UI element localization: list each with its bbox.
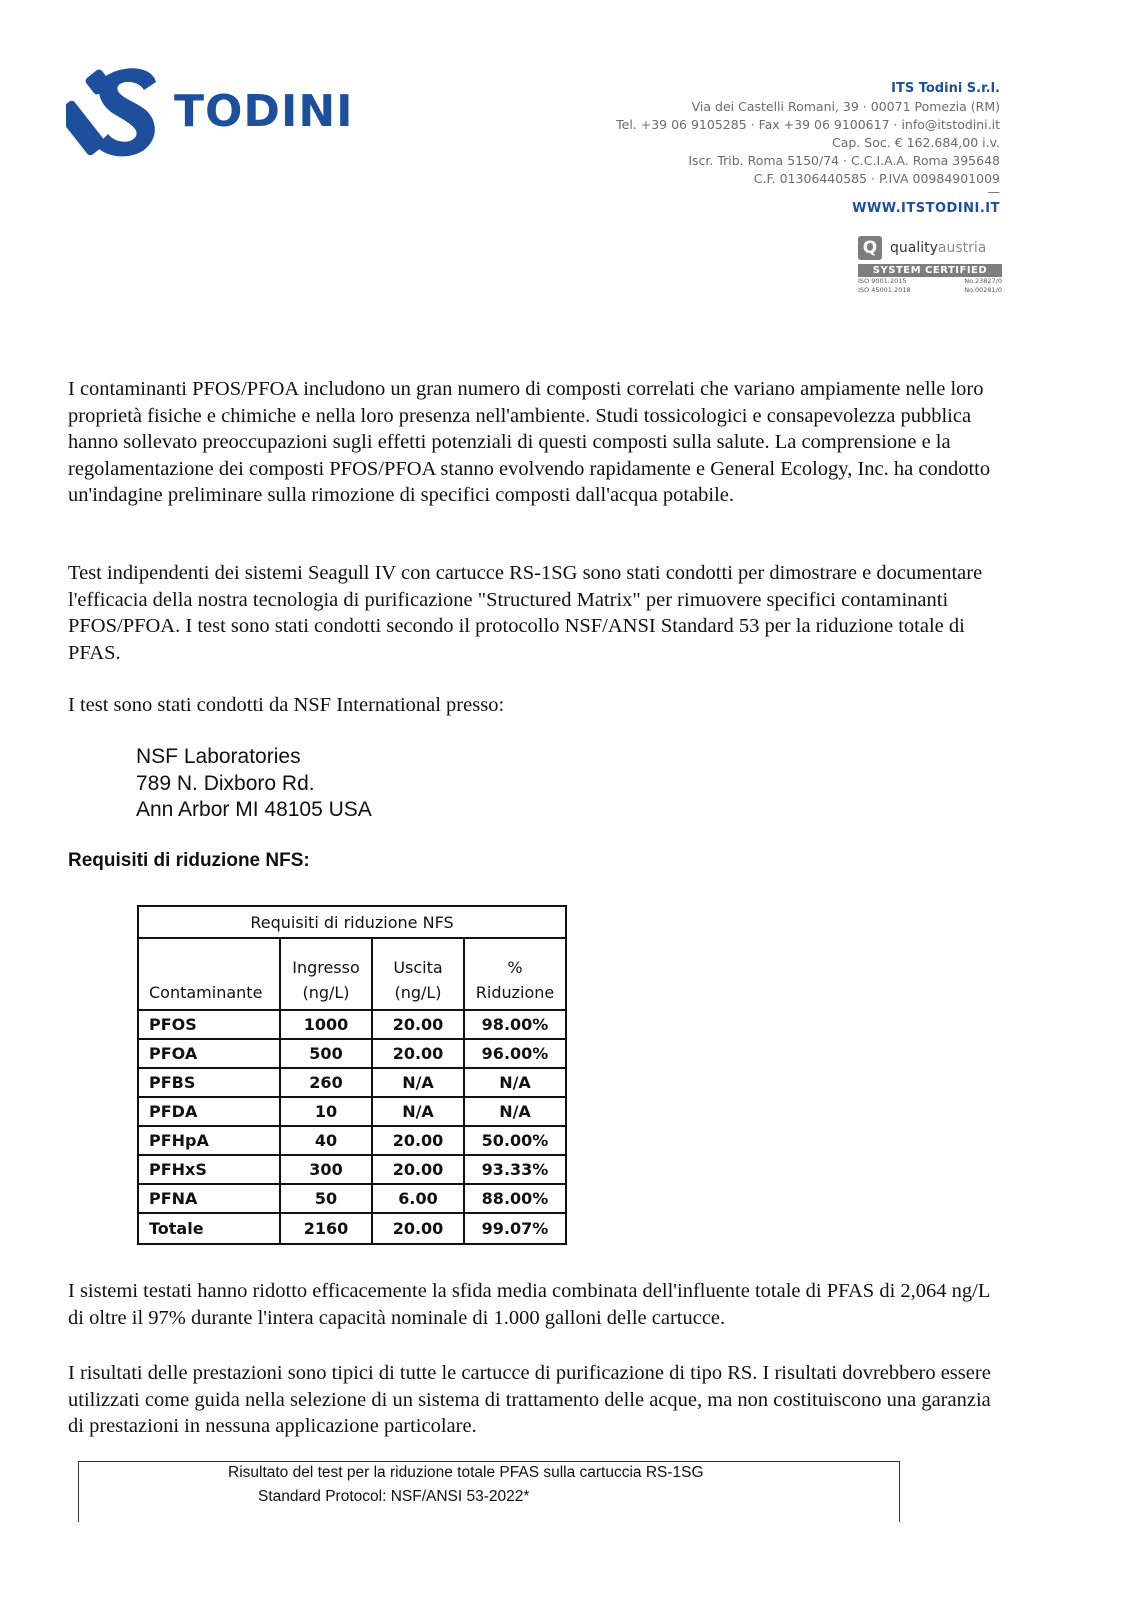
lab-street: 789 N. Dixboro Rd.	[136, 771, 315, 795]
lab-city: Ann Arbor MI 48105 USA	[136, 798, 372, 821]
table-row	[138, 1068, 566, 1097]
outlet-cell: 20.00	[372, 1039, 464, 1068]
table-total-row	[138, 1213, 566, 1244]
inlet-cell: 300	[280, 1155, 372, 1184]
reduction-cell: 99.07%	[464, 1213, 566, 1244]
logo-wordmark: TODINI	[174, 85, 354, 137]
table-row	[138, 1097, 566, 1126]
outlet-cell: 20.00	[372, 1155, 464, 1184]
column-header-outlet: Uscita (ng/L)	[372, 938, 464, 1010]
cert-row: ISO 9001:2015 No.23827/0	[858, 277, 1002, 285]
reduction-cell: 50.00%	[464, 1126, 566, 1155]
column-header-contaminant: Contaminante	[138, 938, 280, 1010]
outlet-cell: 20.00	[372, 1126, 464, 1155]
inlet-cell: 10	[280, 1097, 372, 1126]
todini-logo-icon	[66, 62, 162, 160]
column-header-reduction: % Riduzione	[464, 938, 566, 1010]
inlet-cell: 50	[280, 1184, 372, 1213]
contaminant-cell: PFOS	[138, 1010, 280, 1039]
quality-brand: qualityaustria	[890, 240, 987, 256]
inlet-cell: 1000	[280, 1010, 372, 1039]
outlet-cell: N/A	[372, 1097, 464, 1126]
contaminant-cell: Totale	[138, 1213, 280, 1244]
lab-intro-paragraph: I test sono stati condotti da NSF International presso:	[68, 694, 505, 716]
inlet-cell: 40	[280, 1126, 372, 1155]
quality-q-icon: Q	[858, 236, 882, 260]
system-certified-label: SYSTEM CERTIFIED	[858, 264, 1002, 277]
reduction-table	[137, 905, 567, 1245]
outlet-cell: 20.00	[372, 1010, 464, 1039]
lab-address	[136, 744, 372, 824]
outlet-cell: 6.00	[372, 1184, 464, 1213]
contaminant-cell: PFDA	[138, 1097, 280, 1126]
company-registry: Iscr. Trib. Roma 5150/74 · C.C.I.A.A. Roma 395648	[688, 153, 1000, 168]
company-tax-ids: C.F. 01306440585 · P.IVA 00984901009	[753, 171, 1000, 186]
company-website-link[interactable]: WWW.ITSTODINI.IT	[852, 201, 1000, 216]
reduction-cell: 98.00%	[464, 1010, 566, 1039]
contaminant-cell: PFNA	[138, 1184, 280, 1213]
footer-protocol: Standard Protocol: NSF/ANSI 53-2022*	[258, 1488, 530, 1505]
requirements-heading: Requisiti di riduzione NFS:	[68, 850, 310, 871]
table-row	[138, 1039, 566, 1068]
table-title: Requisiti di riduzione NFS	[138, 906, 566, 938]
company-name: ITS Todini S.r.l.	[891, 81, 1000, 96]
reduction-cell: 88.00%	[464, 1184, 566, 1213]
company-logo	[66, 62, 354, 160]
contaminant-cell: PFOA	[138, 1039, 280, 1068]
intro-paragraph: I contaminanti PFOS/PFOA includono un gran numero di composti correlati che variano ampiamente nelle loro proprietà fisiche e chimiche e nella loro presenza nell'ambiente. Studi tossicologici e consapevolezza pubblica hanno sollevato preoccupazioni sugli effetti potenziali di questi composti sulla salute. La comprensione e la regolamentazione dei composti PFOS/PFOA stanno evolvendo rapidamente e General Ecology, Inc. ha condotto un'indagine preliminare sulla rimozione di specifici composti dall'acqua potabile.	[68, 378, 991, 506]
reduction-cell: 96.00%	[464, 1039, 566, 1068]
reduction-cell: 93.33%	[464, 1155, 566, 1184]
footer-title: Risultato del test per la riduzione totale PFAS sulla cartuccia RS-1SG	[228, 1464, 704, 1481]
lab-name: NSF Laboratories	[136, 745, 301, 768]
outlet-cell: N/A	[372, 1068, 464, 1097]
quality-austria-badge	[858, 236, 1002, 295]
company-capital: Cap. Soc. € 162.684,00 i.v.	[832, 135, 1000, 150]
table-row	[138, 1155, 566, 1184]
contaminant-cell: PFHpA	[138, 1126, 280, 1155]
reduction-cell: N/A	[464, 1097, 566, 1126]
outlet-cell: 20.00	[372, 1213, 464, 1244]
reduction-cell: N/A	[464, 1068, 566, 1097]
results-paragraph: I sistemi testati hanno ridotto efficacemente la sfida media combinata dell'influente totale di PFAS di 2,064 ng/L di oltre il 97% durante l'intera capacità nominale di 1.000 galloni delle cartucce.	[68, 1280, 990, 1329]
inlet-cell: 500	[280, 1039, 372, 1068]
inlet-cell: 2160	[280, 1213, 372, 1244]
company-contacts: Tel. +39 06 9105285 · Fax +39 06 9100617 · info@itstodini.it	[616, 117, 1000, 132]
inlet-cell: 260	[280, 1068, 372, 1097]
table-row	[138, 1126, 566, 1155]
company-info	[616, 80, 1000, 218]
contaminant-cell: PFHxS	[138, 1155, 280, 1184]
divider-dash: —	[987, 184, 1000, 199]
cert-row: ISO 45001:2018 No.00281/0	[858, 286, 1002, 294]
testing-paragraph: Test indipendenti dei sistemi Seagull IV con cartucce RS-1SG sono stati condotti per dimostrare e documentare l'efficacia della nostra tecnologia di purificazione "Structured Matrix" per rimuovere specifici contaminanti PFOS/PFOA. I test sono stati condotti secondo il protocollo NSF/ANSI Standard 53 per la riduzione totale di PFAS.	[68, 562, 983, 664]
contaminant-cell: PFBS	[138, 1068, 280, 1097]
company-address: Via dei Castelli Romani, 39 · 00071 Pomezia (RM)	[691, 99, 1000, 114]
column-header-inlet: Ingresso (ng/L)	[280, 938, 372, 1010]
table-row	[138, 1010, 566, 1039]
table-row	[138, 1184, 566, 1213]
disclaimer-paragraph: I risultati delle prestazioni sono tipici di tutte le cartucce di purificazione di tipo RS. I risultati dovrebbero essere utilizzati come guida nella selezione di un sistema di trattamento delle acque, ma non costituiscono una garanzia di prestazioni in nessuna applicazione particolare.	[68, 1362, 991, 1437]
